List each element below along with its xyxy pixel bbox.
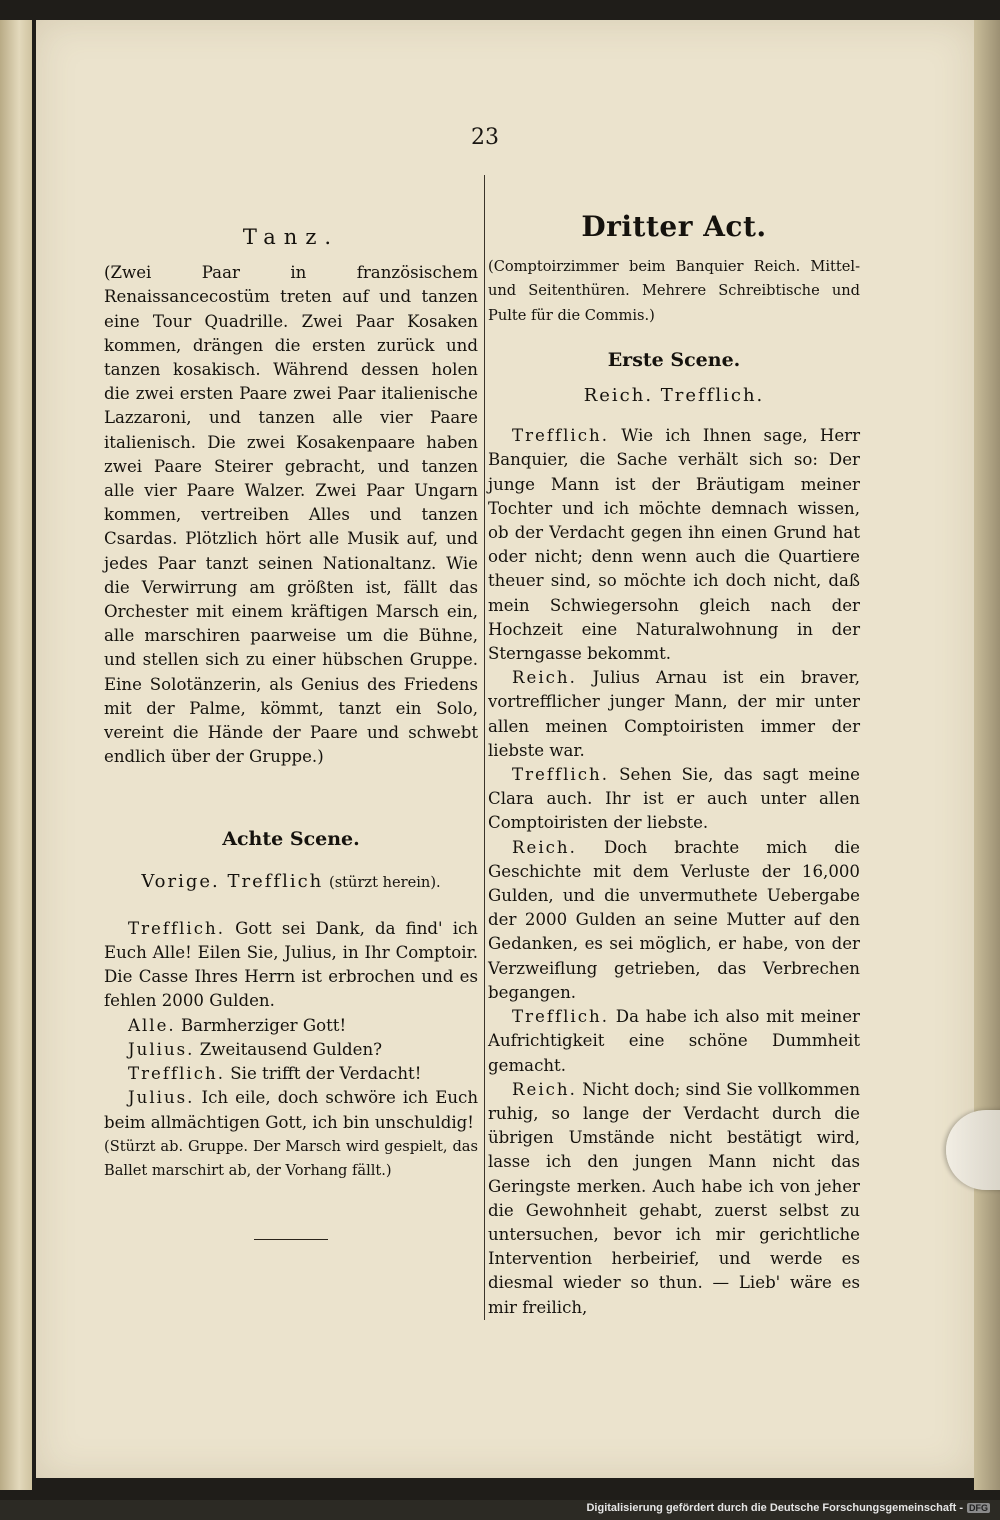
dialogue-line: Reich. Julius Arnau ist ein braver, vortrefflicher junger Mann, der mir unter allen meinen Comptoiristen immer der liebste war. (488, 668, 860, 760)
scene-persons: Reich. Trefflich. (583, 385, 765, 407)
dialogue-line: Alle. Barmherziger Gott! (128, 1015, 347, 1035)
end-rule (254, 1239, 328, 1240)
scene-persons-note: (stürzt herein). (329, 873, 441, 891)
dialogue-line: Trefflich. Gott sei Dank, da find' ich Euch Alle! Eilen Sie, Julius, in Ihr Comptoir. Die Casse Ihres Herrn ist erbrochen und es fehlen 2000 Gulden. (104, 918, 478, 1011)
dfg-logo: DFG (969, 1503, 988, 1513)
scene-persons (104, 870, 478, 895)
act-title: Dritter Act. (581, 210, 767, 243)
closing-direction: (Stürzt ab. Gruppe. Der Marsch wird gespielt, das Ballet marschirt ab, der Vorhang fällt.) (104, 1137, 478, 1179)
left-page-edge (0, 20, 32, 1490)
dialogue-line: Reich. Nicht doch; sind Sie vollkommen ruhig, so lange der Verdacht durch die übrigen Umstände nicht bestätigt wird, lasse ich den jungen Mann nicht das Geringste merken. Auch habe ich von jeher die Gewohnheit gehabt, zuerst selbst zu untersuchen, bevor ich mir gerichtliche Intervention herbeirief, und werde es diesmal wieder so thun. — Lieb' wäre es mir freilich, (488, 1079, 861, 1317)
dialogue-line: Julius. Ich eile, doch schwöre ich Euch beim allmächtigen Gott, ich bin unschuldig! (104, 1088, 479, 1132)
digitization-footer (586, 1502, 990, 1514)
dialogue-line: Trefflich. Wie ich Ihnen sage, Herr Banquier, die Sache verhält sich so: Der junge Mann ist der Bräutigam meiner Tochter und ich möchte demnach wissen, ob der Verdacht gegen ihn einen Grund hat oder nicht; denn wenn auch die Quartiere theuer sind, so möchte ich doch nicht, daß mein Schwiegersohn gleich nach der Hochzeit eine Naturalwohnung in der Sterngasse bekommt. (488, 426, 861, 664)
scene-title: Achte Scene. (222, 828, 360, 851)
dialogue-line: Trefflich. Sie trifft der Verdacht! (128, 1064, 422, 1084)
dialogue-line: Julius. Zweitausend Gulden? (128, 1039, 383, 1059)
dialogue-line: Trefflich. Da habe ich also mit meiner Aufrichtigkeit eine schöne Dummheit gemacht. (488, 1007, 860, 1075)
dialogue-line: Trefflich. Sehen Sie, das sagt meine Clara auch. Ihr ist er auch unter allen Comptoiristen der liebste. (488, 765, 860, 833)
scene-title: Erste Scene. (607, 348, 741, 371)
tanz-heading: Tanz. (242, 225, 340, 249)
scene-persons-names: Vorige. Trefflich (141, 870, 324, 892)
footer-text: Digitalisierung gefördert durch die Deutsche Forschungsgemeinschaft - (586, 1502, 963, 1514)
setting-direction: (Comptoirzimmer beim Banquier Reich. Mittel- und Seitenthüren. Mehrere Schreibtische und Pulte für die Commis.) (488, 258, 860, 324)
column-divider (484, 175, 485, 1320)
right-column (488, 210, 861, 1320)
stage-direction: (Zwei Paar in französischem Renaissancecostüm treten auf und tanzen eine Tour Quadrille. Zwei Paar Kosaken kommen, drängen die ersten zurück und tanzen kosakisch. Während dessen holen die zwei ersten Paare zwei Paar italienische Lazzaroni, und tanzen alle vier Paare italienisch. Die zwei Kosakenpaare haben zwei Paare Steirer gebracht, und tanzen alle vier Paare Walzer. Zwei Paar Ungarn kommen, vertreiben Alles und tanzen Csardas. Plötzlich hört alle Musik auf, und jedes Paar tanzt seinen Nationaltanz. Wie die Verwirrung am größten ist, fällt das Orchester mit einem kräftigen Marsch ein, alle marschiren paarweise um die Bühne, und stellen sich zu einer hübschen Gruppe. Eine Solotänzerin, als Genius des Friedens mit der Palme, kömmt, tanzt ein Solo, vereint die Hände der Paare und schwebt endlich über der Gruppe.) (104, 263, 478, 767)
left-column (104, 215, 478, 1240)
page-number: 23 (471, 125, 499, 150)
right-page-edge (974, 20, 1000, 1490)
dialogue-line: Reich. Doch brachte mich die Geschichte mit dem Verluste der 16,000 Gulden, und die unvermuthete Uebergabe der 2000 Gulden an seine Mutter auf den Gedanken, es sei möglich, er habe, von der Verzweiflung getrieben, das Verbrechen begangen. (488, 837, 860, 1002)
